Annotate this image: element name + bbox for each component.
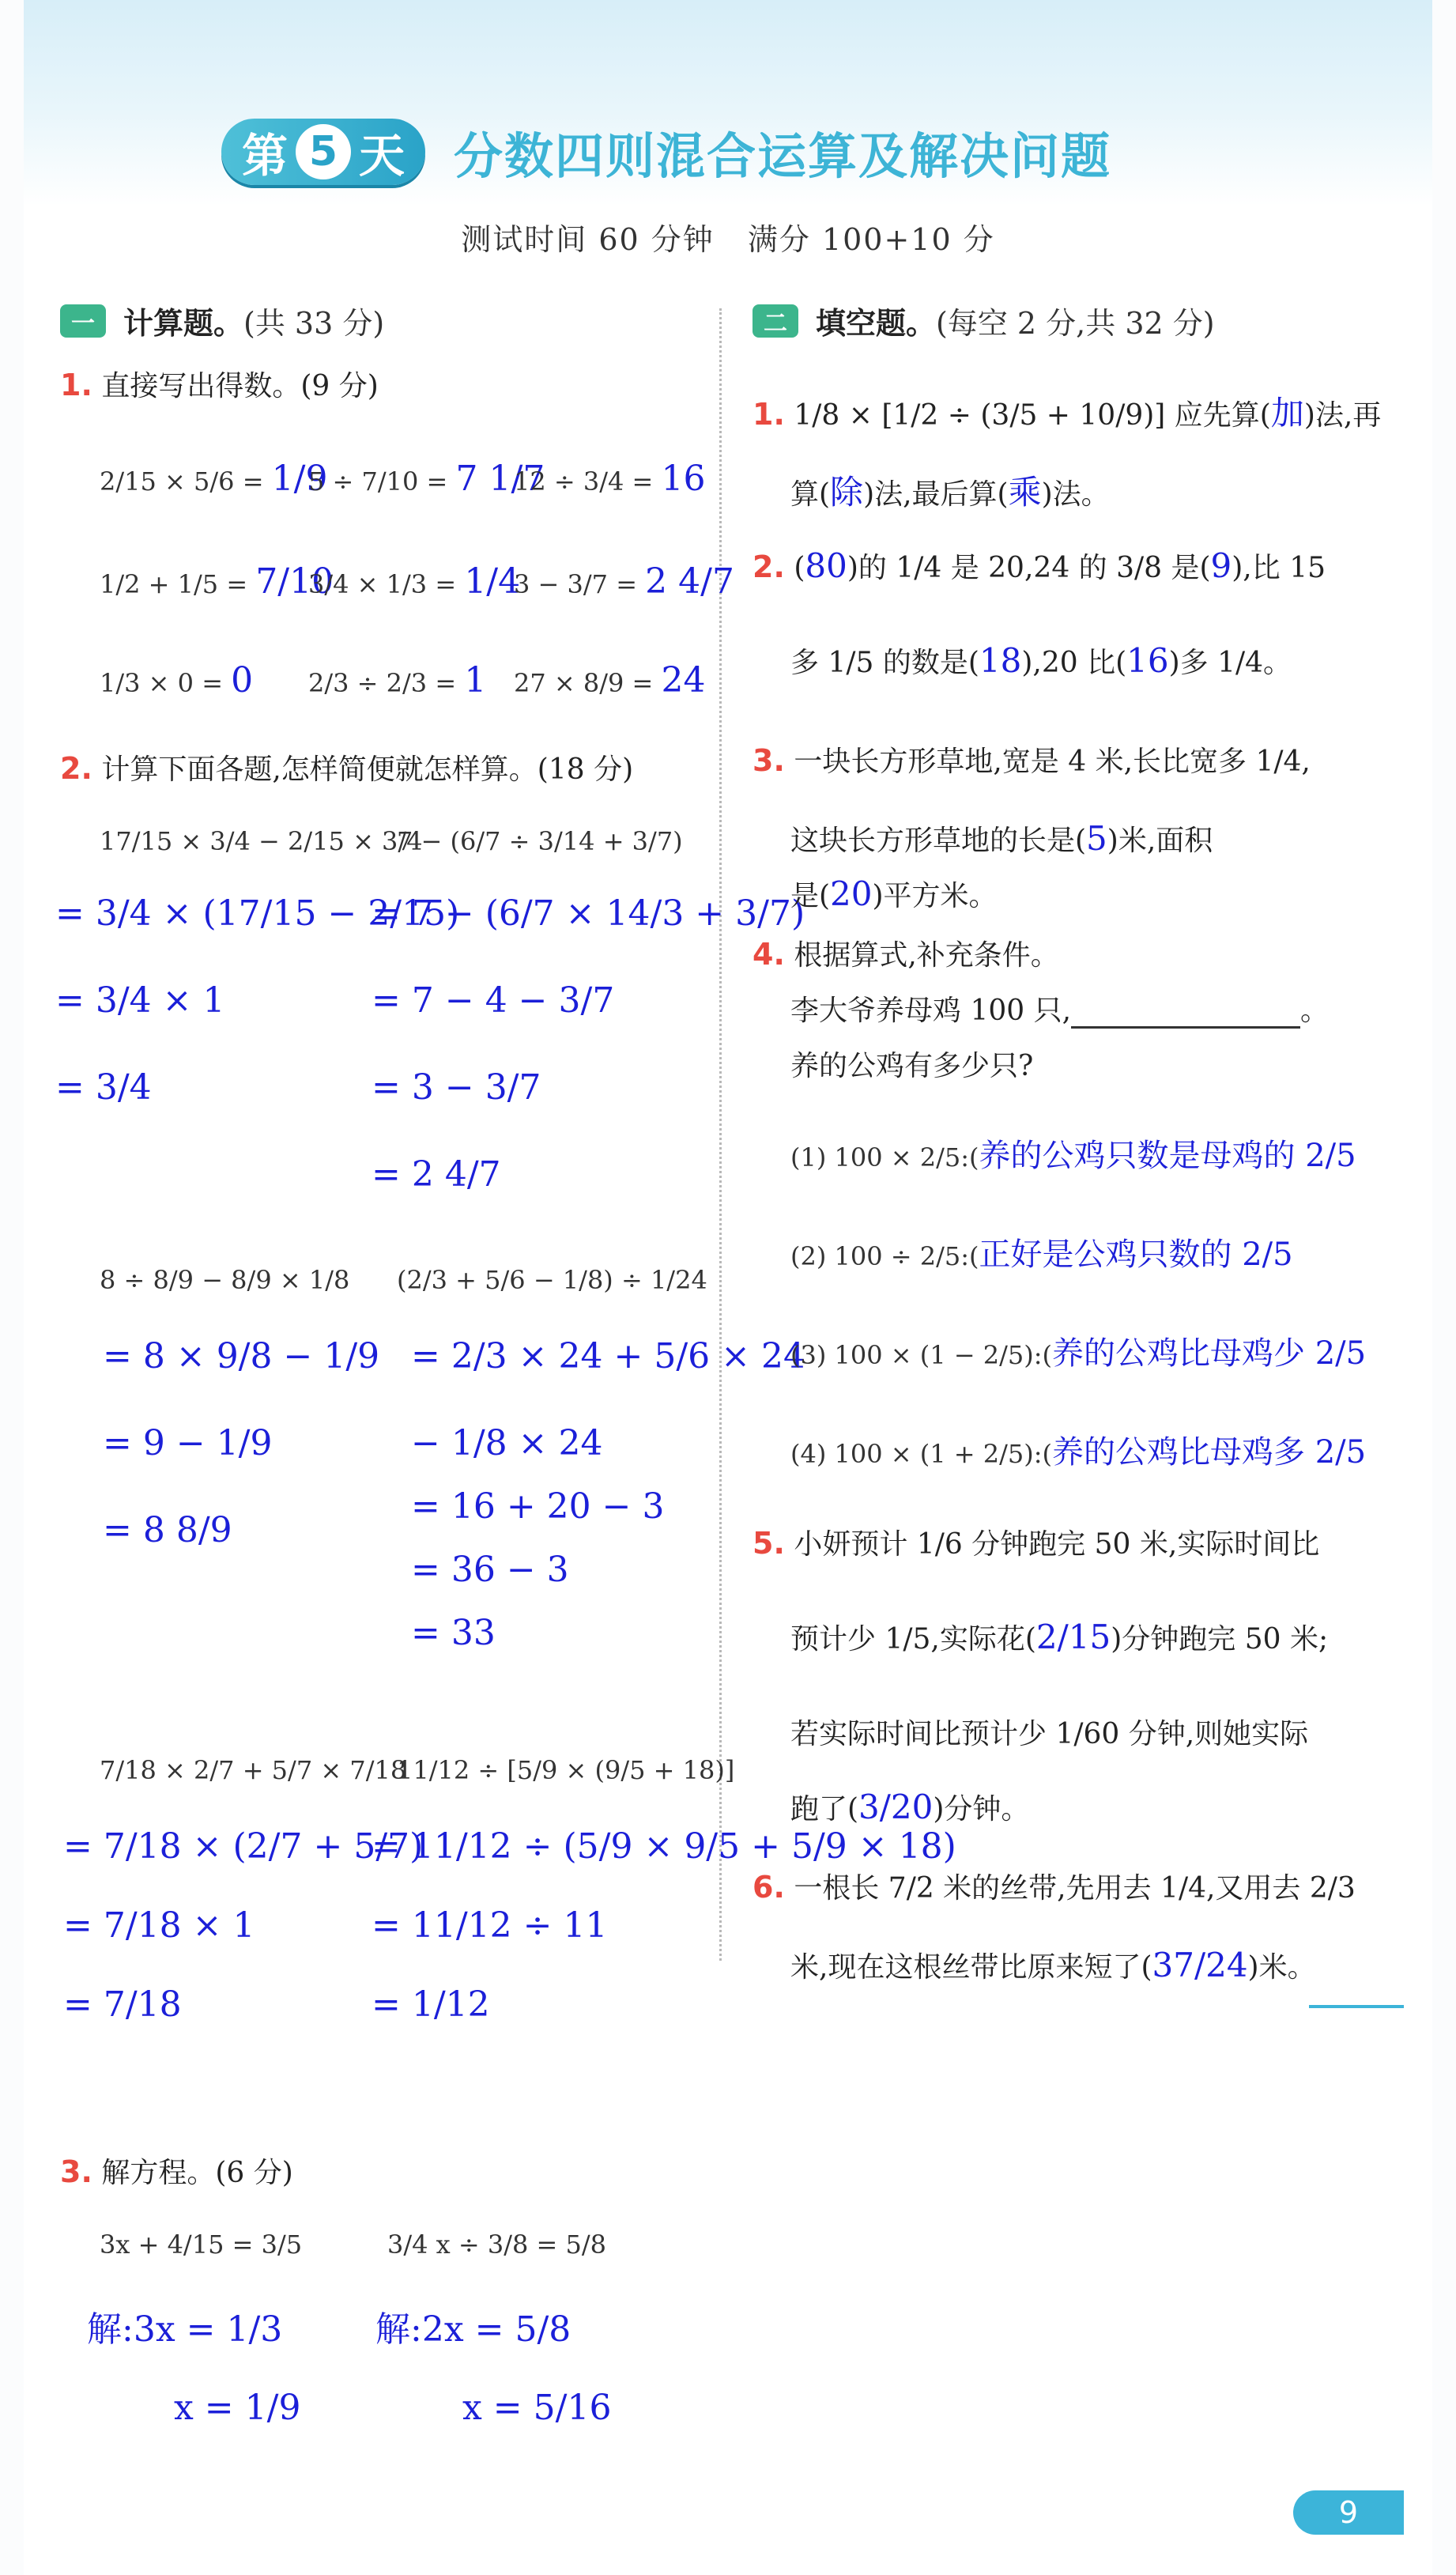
work-step: x = 5/16 xyxy=(462,2388,612,2428)
section1-note: (共 33 分) xyxy=(243,306,385,341)
s1-q2-problem: 8 ÷ 8/9 − 8/9 × 1/8 xyxy=(100,1265,350,1295)
work-step: 解:2x = 5/8 xyxy=(375,2309,571,2350)
s2-q3-line2: 这块长方形草地的长是(5)米,面积 xyxy=(790,819,1213,858)
answer: 加 xyxy=(1270,394,1304,432)
answer: 2/15 xyxy=(1035,1618,1111,1656)
day-prefix: 第 xyxy=(242,129,289,183)
s2-q6-line2: 米,现在这根丝带比原来短了(37/24)米。 xyxy=(790,1946,1316,1984)
s1-q3-problem: 3/4 x ÷ 3/8 = 5/8 xyxy=(387,2230,607,2260)
s2-q5-line4: 跑了(3/20)分钟。 xyxy=(790,1788,1030,1826)
work-step: = 3 − 3/7 xyxy=(372,1067,541,1108)
fill-blank[interactable] xyxy=(1071,999,1300,1029)
worksheet-page xyxy=(24,0,1432,2575)
answer: 养的公鸡比母鸡少 2/5 xyxy=(1051,1335,1367,1372)
s2-q4-line3: 养的公鸡有多少只? xyxy=(790,1050,1034,1082)
work-step: = 8 8/9 xyxy=(103,1510,232,1550)
work-step: = 16 + 20 − 3 xyxy=(411,1486,665,1527)
column-divider xyxy=(719,308,722,1961)
s2-q3-line1: 3. 一块长方形草地,宽是 4 米,长比宽多 1/4, xyxy=(753,743,1311,778)
answer: 正好是公鸡只数的 2/5 xyxy=(979,1237,1293,1273)
answer: 18 xyxy=(979,641,1022,680)
work-step: = 3/4 xyxy=(55,1067,152,1108)
s1-q2-problem: 11/12 ÷ [5/9 × (9/5 + 18)] xyxy=(397,1755,735,1785)
s2-q1-line1: 1. 1/8 × [1/2 ÷ (3/5 + 10/9)] 应先算(加)法,再 xyxy=(753,394,1382,432)
answer: 9 xyxy=(1210,546,1232,585)
work-step: = 2/3 × 24 + 5/6 × 24 xyxy=(411,1336,805,1376)
s1-q1-item: 2/15 × 5/6 = 1/9 xyxy=(100,459,328,499)
section1-title: 计算题。 xyxy=(123,306,244,341)
answer: 20 xyxy=(830,874,873,913)
s2-q1-line2: 算(除)法,最后算(乘)法。 xyxy=(790,473,1110,512)
s1-q1 xyxy=(60,364,379,404)
s2-q5-line3: 若实际时间比预计少 1/60 分钟,则她实际 xyxy=(790,1718,1309,1750)
s2-q4-line2: 李大爷养母鸡 100 只, 。 xyxy=(790,995,1330,1027)
answer: 37/24 xyxy=(1152,1946,1248,1984)
work-step: = 7/18 xyxy=(63,1984,182,2025)
s1-q3-text: 解方程。(6 分) xyxy=(101,2157,293,2189)
answer: 5 xyxy=(1086,819,1107,858)
s2-q2-line2: 多 1/5 的数是(18),20 比(16)多 1/4。 xyxy=(790,641,1292,680)
work-step: = 11/12 ÷ (5/9 × 9/5 + 5/9 × 18) xyxy=(372,1826,956,1867)
day-number: 5 xyxy=(296,124,351,179)
s1-q2-text: 计算下面各题,怎样简便就怎样算。(18 分) xyxy=(101,753,634,786)
s1-q3-num: 3. xyxy=(60,2154,92,2189)
section2-title: 填空题。 xyxy=(816,306,937,341)
s1-q2-problem: 7/18 × 2/7 + 5/7 × 7/18 xyxy=(100,1755,407,1785)
section1-heading xyxy=(60,299,384,342)
day-badge xyxy=(221,119,425,185)
s1-q2-num: 2. xyxy=(60,751,92,786)
s1-q2-problem: (2/3 + 5/6 − 1/8) ÷ 1/24 xyxy=(397,1265,707,1295)
page-title xyxy=(221,117,1111,187)
s1-q1-item: 3/4 × 1/3 = 1/4 xyxy=(308,561,521,602)
work-step: = 36 − 3 xyxy=(411,1550,569,1590)
work-step: = 7/18 × 1 xyxy=(63,1905,255,1946)
s2-q6-line1: 6. 一根长 7/2 米的丝带,先用去 1/4,又用去 2/3 xyxy=(753,1870,1356,1905)
s1-q3-problem: 3x + 4/15 = 3/5 xyxy=(100,2230,303,2260)
s1-q3 xyxy=(60,2150,293,2191)
section1-badge: 一 xyxy=(60,304,106,338)
s2-q4-item: (1) 100 × 2/5:(养的公鸡只数是母鸡的 2/5 xyxy=(790,1138,1356,1174)
section2-note: (每空 2 分,共 32 分) xyxy=(936,306,1215,341)
s1-q1-item: 12 ÷ 3/4 = 16 xyxy=(514,459,706,499)
answer: 除 xyxy=(830,473,864,512)
work-step: 解:3x = 1/3 xyxy=(87,2309,283,2350)
answer: 养的公鸡只数是母鸡的 2/5 xyxy=(979,1138,1356,1174)
answer: 乘 xyxy=(1008,473,1042,512)
s1-q2-problem: 17/15 × 3/4 − 2/15 × 3/4 xyxy=(100,826,423,856)
answer: 16 xyxy=(1126,641,1169,680)
work-step: = 2 4/7 xyxy=(372,1154,501,1195)
work-step: = 11/12 ÷ 11 xyxy=(372,1905,608,1946)
work-step: = 3/4 × 1 xyxy=(55,980,225,1021)
test-info xyxy=(24,215,1432,259)
work-step: = 9 − 1/9 xyxy=(103,1423,273,1463)
corner-rule xyxy=(1309,2005,1404,2008)
s1-q2-problem: 7 − (6/7 ÷ 3/14 + 3/7) xyxy=(397,826,683,856)
s1-q1-item: 5 ÷ 7/10 = 7 1/7 xyxy=(308,459,545,499)
s2-q3-line3: 是(20)平方米。 xyxy=(790,874,998,913)
full-score: 满分 100+10 分 xyxy=(747,222,995,257)
s2-q4-line1: 4. 根据算式,补充条件。 xyxy=(753,937,1059,972)
section2-heading xyxy=(753,299,1215,342)
test-time: 测试时间 60 分钟 xyxy=(461,222,715,257)
work-step: x = 1/9 xyxy=(174,2388,301,2428)
work-step: − 1/8 × 24 xyxy=(411,1423,603,1463)
s1-q1-item: 27 × 8/9 = 24 xyxy=(514,660,706,700)
work-step: = 7 − (6/7 × 14/3 + 3/7) xyxy=(372,893,805,934)
s2-q5-line1: 5. 小妍预计 1/6 分钟跑完 50 米,实际时间比 xyxy=(753,1526,1320,1561)
work-step: = 3/4 × (17/15 − 2/15) xyxy=(55,893,460,934)
s1-q1-text: 直接写出得数。(9 分) xyxy=(101,370,379,402)
s2-q4-item: (2) 100 ÷ 2/5:(正好是公鸡只数的 2/5 xyxy=(790,1237,1293,1273)
s1-q1-item: 3 − 3/7 = 2 4/7 xyxy=(514,561,734,602)
work-step: = 1/12 xyxy=(372,1984,490,2025)
answer: 养的公鸡比母鸡多 2/5 xyxy=(1051,1434,1367,1471)
day-suffix: 天 xyxy=(359,129,405,183)
page-number: 9 xyxy=(1293,2490,1404,2535)
answer: 3/20 xyxy=(858,1788,934,1826)
s2-q5-line2: 预计少 1/5,实际花(2/15)分钟跑完 50 米; xyxy=(790,1618,1329,1656)
s1-q1-num: 1. xyxy=(60,368,92,402)
work-step: = 7/18 × (2/7 + 5/7) xyxy=(63,1826,424,1867)
s2-q2-line1: 2. (80)的 1/4 是 20,24 的 3/8 是(9),比 15 xyxy=(753,546,1326,585)
s1-q1-item: 2/3 ÷ 2/3 = 1 xyxy=(308,660,487,700)
work-step: = 33 xyxy=(411,1613,496,1653)
title-text: 分数四则混合运算及解决问题 xyxy=(454,126,1112,185)
s1-q1-item: 1/3 × 0 = 0 xyxy=(100,660,254,700)
section2-badge: 二 xyxy=(753,304,798,338)
work-step: = 8 × 9/8 − 1/9 xyxy=(103,1336,380,1376)
work-step: = 7 − 4 − 3/7 xyxy=(372,980,615,1021)
s1-q1-item: 1/2 + 1/5 = 7/10 xyxy=(100,561,334,602)
s2-q4-item: (3) 100 × (1 − 2/5):(养的公鸡比母鸡少 2/5 xyxy=(790,1335,1367,1372)
answer: 80 xyxy=(805,546,847,585)
s1-q2 xyxy=(60,747,633,787)
s2-q4-item: (4) 100 × (1 + 2/5):(养的公鸡比母鸡多 2/5 xyxy=(790,1434,1367,1471)
